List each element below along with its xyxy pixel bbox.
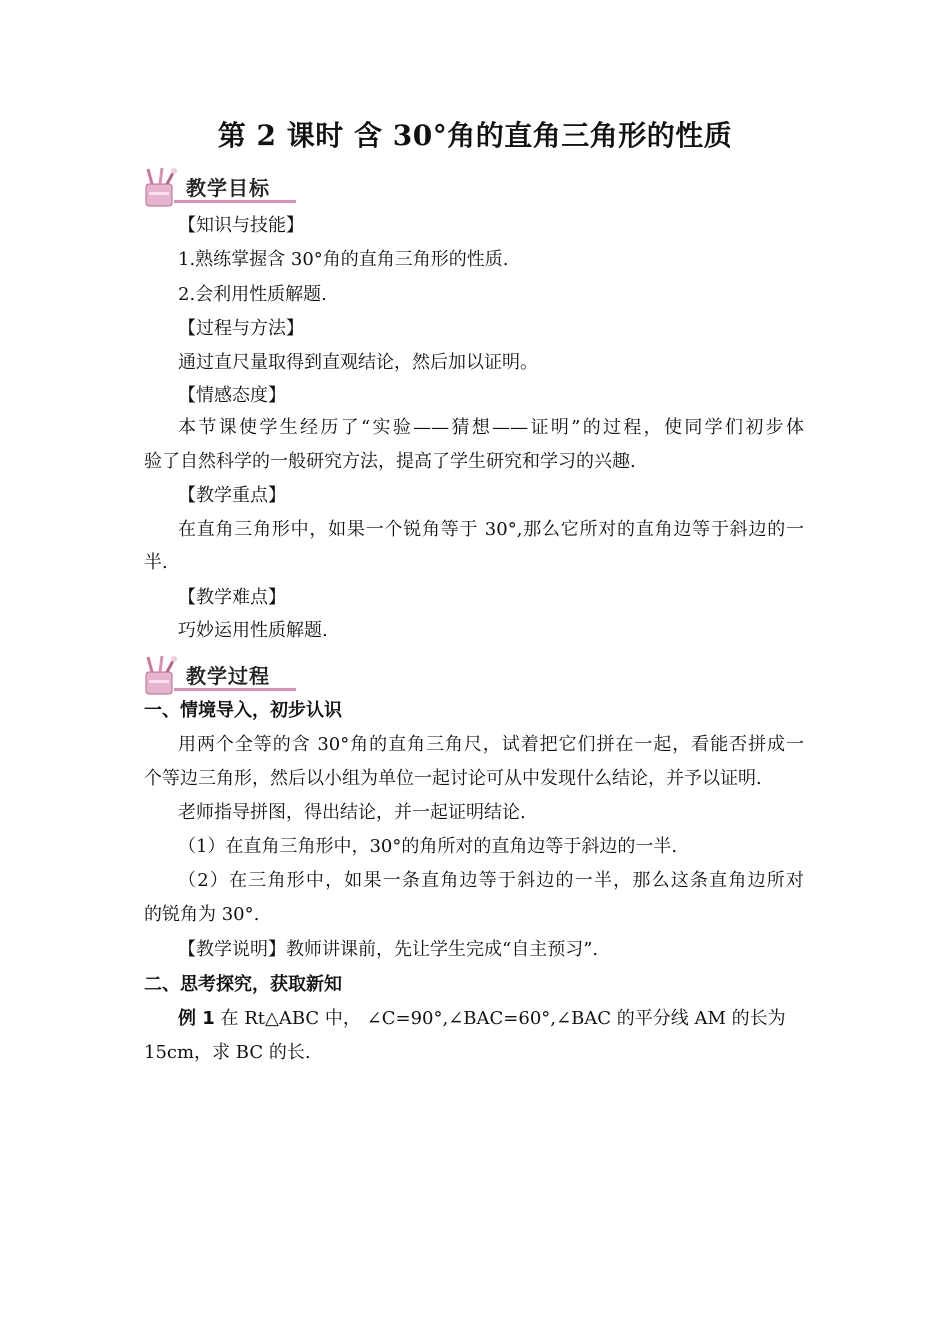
- example-text: 在 Rt△ABC 中， ∠C=90°,∠BAC=60°,∠BAC 的平分线 AM 的长为: [214, 1008, 786, 1029]
- example-1-line-1: [178, 1009, 804, 1029]
- emotion-heading: 【情感态度】: [178, 385, 286, 406]
- key-points-heading: 【教学重点】: [178, 485, 286, 506]
- objectives-banner-label: 教学目标: [186, 176, 270, 200]
- section-2-heading: 二、思考探究，获取新知: [144, 974, 342, 995]
- page-title: 第 2 课时 含 30°角的直角三角形的性质: [217, 119, 733, 152]
- difficulty-text: 巧妙运用性质解题.: [178, 620, 328, 641]
- teaching-note: 【教学说明】教师讲课前，先让学生完成“自主预习”.: [178, 939, 599, 960]
- difficulty-heading: 【教学难点】: [178, 587, 286, 608]
- example-1-line-2: 15cm，求 BC 的长.: [144, 1042, 311, 1063]
- banner-underline: [174, 688, 296, 691]
- example-label: 例 1: [178, 1008, 215, 1029]
- section-1-point-1: （1）在直角三角形中，30°的角所对的直角边等于斜边的一半.: [178, 836, 678, 857]
- section-1-point-2-line-2: 的锐角为 30°.: [144, 904, 260, 925]
- process-method-heading: 【过程与方法】: [178, 318, 304, 339]
- section-1-point-2-line-1: （2）在三角形中，如果一条直角边等于斜边的一半，那么这条直角边所对: [178, 870, 804, 891]
- pencil-cup-icon: [140, 166, 184, 210]
- section-1-para-1-line-2: 个等边三角形，然后以小组为单位一起讨论可从中发现什么结论，并予以证明.: [144, 768, 762, 789]
- section-1-para-2: 老师指导拼图，得出结论，并一起证明结论.: [178, 802, 526, 823]
- knowledge-item-1: 1.熟练掌握含 30°角的直角三角形的性质.: [178, 249, 509, 270]
- process-banner: [140, 654, 300, 698]
- emotion-text-line-2: 验了自然科学的一般研究方法，提高了学生研究和学习的兴趣.: [144, 451, 636, 472]
- emotion-text-line-1: 本节课使学生经历了“实验——猜想——证明”的过程，使同学们初步体: [178, 417, 804, 438]
- section-1-para-1-line-1: 用两个全等的含 30°角的直角三角尺，试着把它们拼在一起，看能否拼成一: [178, 734, 804, 755]
- knowledge-heading: 【知识与技能】: [178, 215, 304, 236]
- process-method-text: 通过直尺量取得到直观结论，然后加以证明。: [178, 352, 538, 373]
- pencil-cup-icon: [140, 654, 184, 698]
- objectives-banner: [140, 166, 300, 210]
- key-points-line-2: 半.: [144, 552, 168, 573]
- key-points-line-1: 在直角三角形中，如果一个锐角等于 30°,那么它所对的直角边等于斜边的一: [178, 519, 804, 540]
- knowledge-item-2: 2.会利用性质解题.: [178, 284, 327, 305]
- section-1-heading: 一、情境导入，初步认识: [144, 700, 342, 721]
- process-banner-label: 教学过程: [186, 664, 270, 688]
- banner-underline: [174, 200, 296, 203]
